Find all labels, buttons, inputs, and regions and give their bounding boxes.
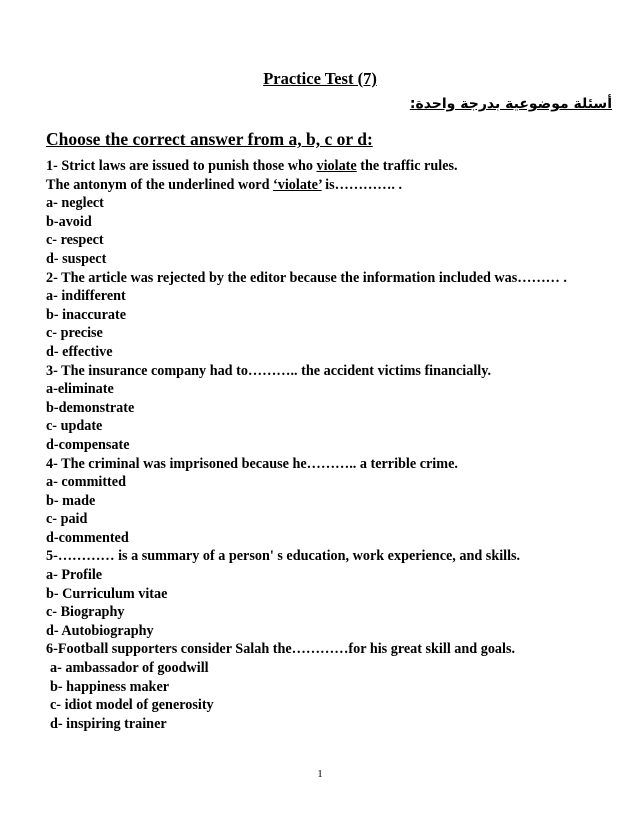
arabic-heading: أسئلة موضوعية بدرجة واحدة: — [409, 96, 612, 112]
page-title: Practice Test (7) — [263, 69, 377, 88]
underlined-word: violate — [316, 158, 357, 174]
question-stem: 1- Strict laws are issued to punish those who violate the traffic rules. — [46, 158, 458, 174]
answer-option: b- made — [46, 492, 96, 509]
answer-option: b- Curriculum vitae — [46, 585, 168, 602]
answer-option: c- update — [46, 418, 103, 435]
question-stem: 5-………… is a summary of a person' s education, work experience, and skills. — [46, 548, 521, 565]
answer-option: b- happiness maker — [50, 678, 170, 695]
answer-option: d- inspiring trainer — [50, 715, 167, 732]
answer-option: c- paid — [46, 511, 88, 528]
answer-option: a- Profile — [46, 567, 103, 584]
answer-option: c- Biography — [46, 604, 125, 621]
answer-option: a-eliminate — [46, 381, 114, 398]
answer-option: c- respect — [46, 232, 104, 249]
answer-option: a- indifferent — [46, 288, 126, 305]
question-stem: 6-Football supporters consider Salah the…………for his great skill and goals. — [46, 641, 516, 658]
instruction-heading: Choose the correct answer from a, b, c or d: — [46, 129, 373, 149]
answer-option: b- inaccurate — [46, 306, 126, 323]
page-number: 1 — [317, 768, 323, 780]
underlined-word: ‘violate’ — [273, 176, 322, 193]
answer-option: a- ambassador of goodwill — [50, 660, 209, 677]
answer-option: c- idiot model of generosity — [50, 697, 214, 714]
answer-option: c- precise — [46, 325, 103, 342]
question-stem: 2- The article was rejected by the editor because the information included was……… . — [46, 269, 567, 286]
answer-option: b-avoid — [46, 213, 92, 230]
question-stem: The antonym of the underlined word ‘violate’ is…………. . — [46, 176, 403, 193]
answer-option: d- effective — [46, 343, 113, 360]
answer-option: a- neglect — [46, 195, 104, 212]
question-stem: 3- The insurance company had to……….. the accident victims financially. — [46, 362, 492, 379]
questions-list — [46, 157, 616, 733]
answer-option: d-commented — [46, 529, 129, 546]
answer-option: b-demonstrate — [46, 399, 135, 416]
answer-option: d-compensate — [46, 436, 130, 453]
answer-option: d- suspect — [46, 250, 107, 267]
answer-option: a- committed — [46, 474, 126, 491]
question-stem: 4- The criminal was imprisoned because he……….. a terrible crime. — [46, 455, 458, 472]
answer-option: d- Autobiography — [46, 622, 154, 639]
